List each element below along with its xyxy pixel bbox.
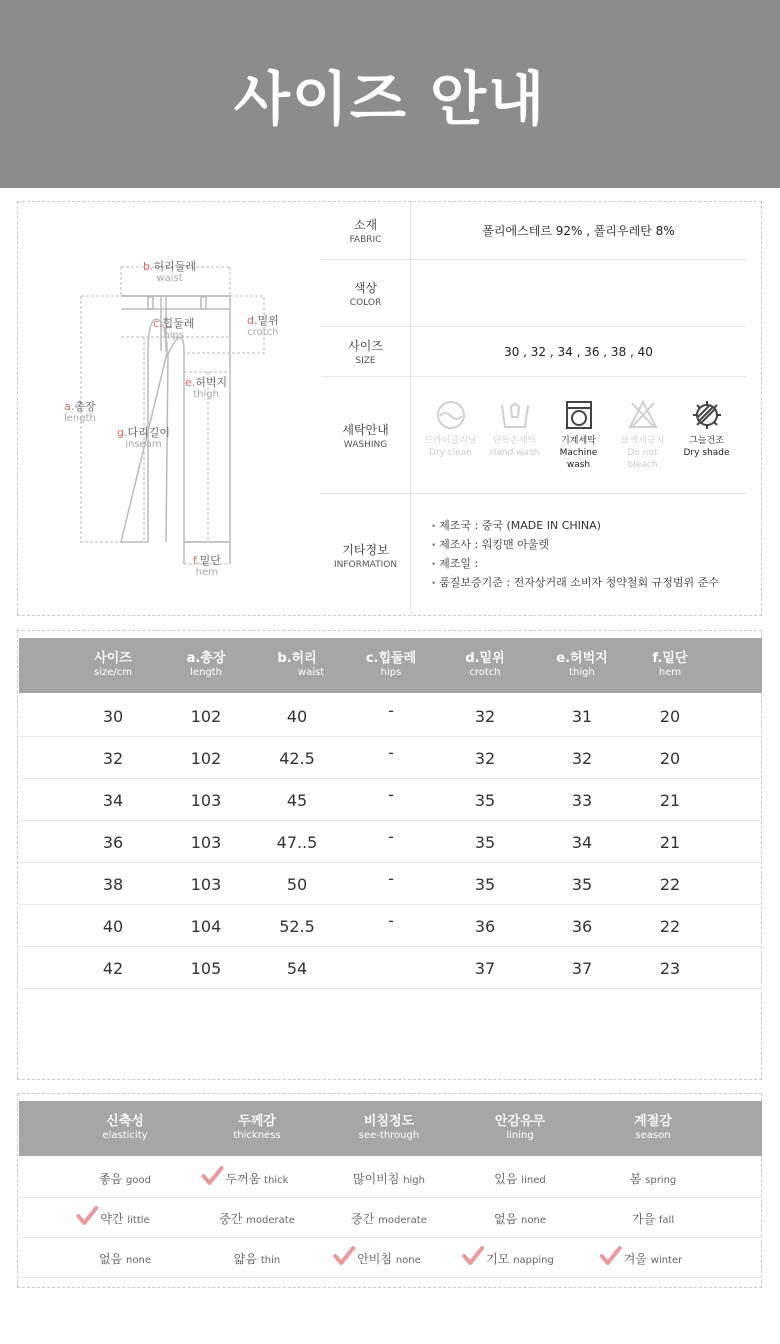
table-cell: 102 [190,749,222,768]
feel-option [226,1170,289,1187]
table-row [19,695,762,737]
header-ko: a.총장 [186,651,226,666]
washing-label-ko: 기계세탁 [561,436,596,446]
washing-item [484,399,546,459]
washing-label-en: Dry shade [683,448,730,458]
header-crotch [465,652,504,680]
feel-option [494,1170,545,1187]
option-en: high [403,1175,426,1186]
spec-key: 기타정보 [342,542,389,557]
info-line: • 제조국 : 중국 (MADE IN CHINA) [431,517,746,536]
spec-row-washing [321,377,746,494]
feel-option [632,1210,674,1227]
header-waist [270,652,324,680]
table-cell: - [388,743,394,762]
info-line: • 품질보증기준 : 전자상거래 소비자 청약철회 규정범위 준수 [431,574,746,593]
table-cell: 21 [659,791,681,810]
table-row [19,1238,762,1278]
label-inseam: g.다리길이 inseam [117,426,170,450]
spec-value: 30 , 32 , 34 , 36 , 38 , 40 [504,344,653,359]
spec-row-size [321,327,746,377]
option-ko: 중간 [351,1212,375,1226]
washing-label-ko: 드라이클리닝 [424,436,477,446]
table-cell: 34 [571,833,593,852]
product-info-panel [17,201,762,616]
header-season [634,1115,672,1143]
header-sizecm [94,652,132,680]
table-cell: - [388,701,394,720]
table-cell: 33 [571,791,593,810]
table-cell: 54 [286,959,308,978]
option-ko: 있음 [494,1172,518,1186]
washing-label-ko: 단독손세탁 [492,436,537,446]
check-icon [600,1246,622,1269]
header-ko: 신축성 [106,1114,144,1129]
table-cell: 40 [286,707,308,726]
header-ko: c.힙둘레 [365,651,417,666]
table-cell: 34 [102,791,124,810]
header-ko: 안감유무 [494,1114,546,1129]
table-cell: 30 [102,707,124,726]
size-table-header [19,638,762,693]
table-cell: 103 [190,833,222,852]
feel-option [624,1250,683,1267]
table-cell: - [388,785,394,804]
page-title: 사이즈 안내 [233,65,547,133]
table-cell: 103 [190,875,222,894]
washing-item [612,399,674,471]
table-cell: 102 [190,707,222,726]
spec-key-en: WASHING [343,439,388,450]
table-cell: 20 [659,707,681,726]
header-en: hem [658,667,682,678]
table-row [19,1158,762,1198]
table-cell: 36 [571,917,593,936]
option-ko: 많이비침 [352,1172,400,1186]
washing-icons [420,399,738,471]
table-row [19,905,762,947]
label-length: a.총장 length [64,400,96,424]
table-cell: - [388,869,394,888]
header-en: length [190,667,222,678]
header-ko: b.허리 [277,651,317,666]
feel-option [486,1250,554,1267]
table-cell: 35 [474,875,496,894]
option-en: napping [513,1255,554,1266]
option-en: none [521,1215,546,1226]
header-hem [653,652,688,680]
table-row [19,863,762,905]
option-ko: 봄 [629,1172,642,1186]
table-row [19,821,762,863]
spec-value [411,260,746,326]
table-cell: - [388,827,394,846]
header-en: crotch [469,667,501,678]
option-ko: 중간 [219,1212,243,1226]
header-elasticity [102,1115,147,1143]
table-cell: 22 [659,917,681,936]
label-thigh: e.허벅지 thigh [185,376,228,400]
header-thigh [556,652,607,680]
spec-key: 색상 [353,280,378,295]
option-en: thick [264,1175,289,1186]
header-en: lining [506,1130,534,1141]
washing-label-ko: 표백제금지 [620,436,665,446]
feel-option [100,1210,149,1227]
table-cell: 42 [102,959,124,978]
table-cell: 47..5 [276,833,318,852]
option-ko: 겨울 [623,1252,647,1266]
option-ko: 기모 [486,1252,510,1266]
washing-label-ko: 그늘건조 [689,436,724,446]
header-ko: 비침정도 [363,1114,415,1129]
table-cell: 37 [474,959,496,978]
header-en: season [635,1130,671,1141]
header-en: thigh [569,667,595,678]
header-ko: 두께감 [238,1114,276,1129]
table-cell: 52.5 [279,917,315,936]
option-ko: 두꺼움 [225,1172,261,1186]
table-cell: 103 [190,791,222,810]
table-cell: 36 [102,833,124,852]
dry-clean-icon [435,399,467,431]
fabric-feel-table [17,1093,762,1288]
table-cell: 32 [571,749,593,768]
option-en: good [126,1175,151,1186]
feel-option [234,1250,280,1267]
label-hips: c.힙둘레 hips [153,317,195,341]
table-cell: 22 [659,875,681,894]
spec-row-fabric [321,202,746,260]
info-line: • 제조일 : [431,555,746,574]
washing-item [676,399,738,459]
table-cell: 21 [659,833,681,852]
table-cell: 20 [659,749,681,768]
table-cell: 36 [474,917,496,936]
size-table [17,630,762,1080]
feel-option [219,1210,295,1227]
option-en: fall [658,1215,675,1226]
table-cell: 45 [286,791,308,810]
dry-shade-icon [691,399,723,431]
table-row [19,1198,762,1238]
table-cell: 35 [474,833,496,852]
feel-option [99,1250,151,1267]
check-icon [462,1246,484,1269]
feel-option [494,1210,546,1227]
header-ko: e.허벅지 [556,651,608,666]
option-en: moderate [378,1215,427,1226]
spec-key-en: COLOR [349,297,382,308]
feel-option [630,1170,677,1187]
washing-item [420,399,482,459]
washing-item [548,399,610,471]
option-ko: 안비침 [357,1252,392,1266]
no-bleach-icon [627,399,659,431]
table-cell: 38 [102,875,124,894]
option-ko: 가을 [631,1212,656,1226]
title-banner [0,0,780,188]
table-cell: 35 [474,791,496,810]
option-en: thin [260,1255,281,1266]
table-cell: 40 [102,917,124,936]
header-en: size/cm [94,667,132,678]
option-ko: 약간 [100,1212,124,1226]
option-ko: 얇음 [233,1252,257,1266]
option-ko: 없음 [99,1252,123,1266]
header-ko: 계절감 [634,1114,672,1129]
spec-table [321,202,746,616]
washing-label-en: Do not bleach [627,448,658,470]
spec-row-color [321,260,746,327]
table-cell: 37 [571,959,593,978]
table-row [19,737,762,779]
table-cell: - [388,911,394,930]
info-list [411,517,746,593]
header-en: see-through [358,1130,420,1141]
option-en: moderate [246,1215,295,1226]
table-cell: 32 [474,749,496,768]
feel-option [353,1170,425,1187]
table-cell: 35 [571,875,593,894]
spec-value: 폴리에스테르 92% , 폴리우레탄 8% [482,224,675,238]
check-icon [76,1206,98,1229]
header-lining [495,1115,545,1143]
check-icon [202,1166,224,1189]
table-row [19,947,762,989]
spec-key-en: INFORMATION [333,559,398,570]
option-ko: 좋음 [99,1172,123,1186]
table-cell: 50 [286,875,308,894]
table-cell: 104 [190,917,222,936]
feel-option [357,1250,421,1267]
feel-table-header [19,1101,762,1156]
option-en: lined [521,1175,546,1186]
label-hem: f.밑단 hem [193,554,221,578]
header-en: elasticity [102,1130,148,1141]
header-ko: f.밑단 [652,651,688,666]
header-ko: d.밑위 [465,651,505,666]
option-en: spring [645,1175,677,1186]
washing-label-en: Dry clean [428,448,473,458]
feel-option [351,1210,427,1227]
header-seethrough [359,1115,419,1143]
header-ko: 사이즈 [94,651,132,666]
table-row [19,779,762,821]
option-en: little [127,1215,150,1226]
option-en: none [126,1255,151,1266]
spec-key-en: SIZE [355,356,376,366]
check-icon [333,1246,355,1269]
spec-row-info [321,494,746,616]
machine-wash-icon [563,399,595,431]
label-crotch: d.밑위 crotch [247,314,279,338]
header-en: waist [297,667,325,678]
spec-key: 소재 [353,218,378,232]
label-waist: b.허리둘레 waist [143,260,196,284]
spec-key: 세탁안내 [342,422,389,437]
washing-label-en: Machine wash [559,448,598,470]
info-line: • 제조사 : 워킹맨 아울렛 [431,536,746,555]
header-thickness [233,1115,280,1143]
table-cell: 31 [571,707,593,726]
header-hips [366,652,416,680]
pants-diagram [18,202,318,617]
table-cell: 32 [474,707,496,726]
feel-option [99,1170,151,1187]
table-cell: 42.5 [279,749,315,768]
option-en: winter [650,1255,683,1266]
table-cell: 32 [102,749,124,768]
table-cell: 105 [190,959,222,978]
spec-key-en: FABRIC [349,235,382,245]
hand-wash-icon [499,399,531,431]
spec-key: 사이즈 [348,339,383,353]
header-en: hips [380,667,402,678]
option-en: none [395,1255,421,1266]
header-en: thickness [233,1130,281,1141]
header-length [187,652,226,680]
washing-label-en: Hand wash [489,448,540,458]
table-cell: 23 [659,959,681,978]
option-ko: 없음 [494,1212,518,1226]
